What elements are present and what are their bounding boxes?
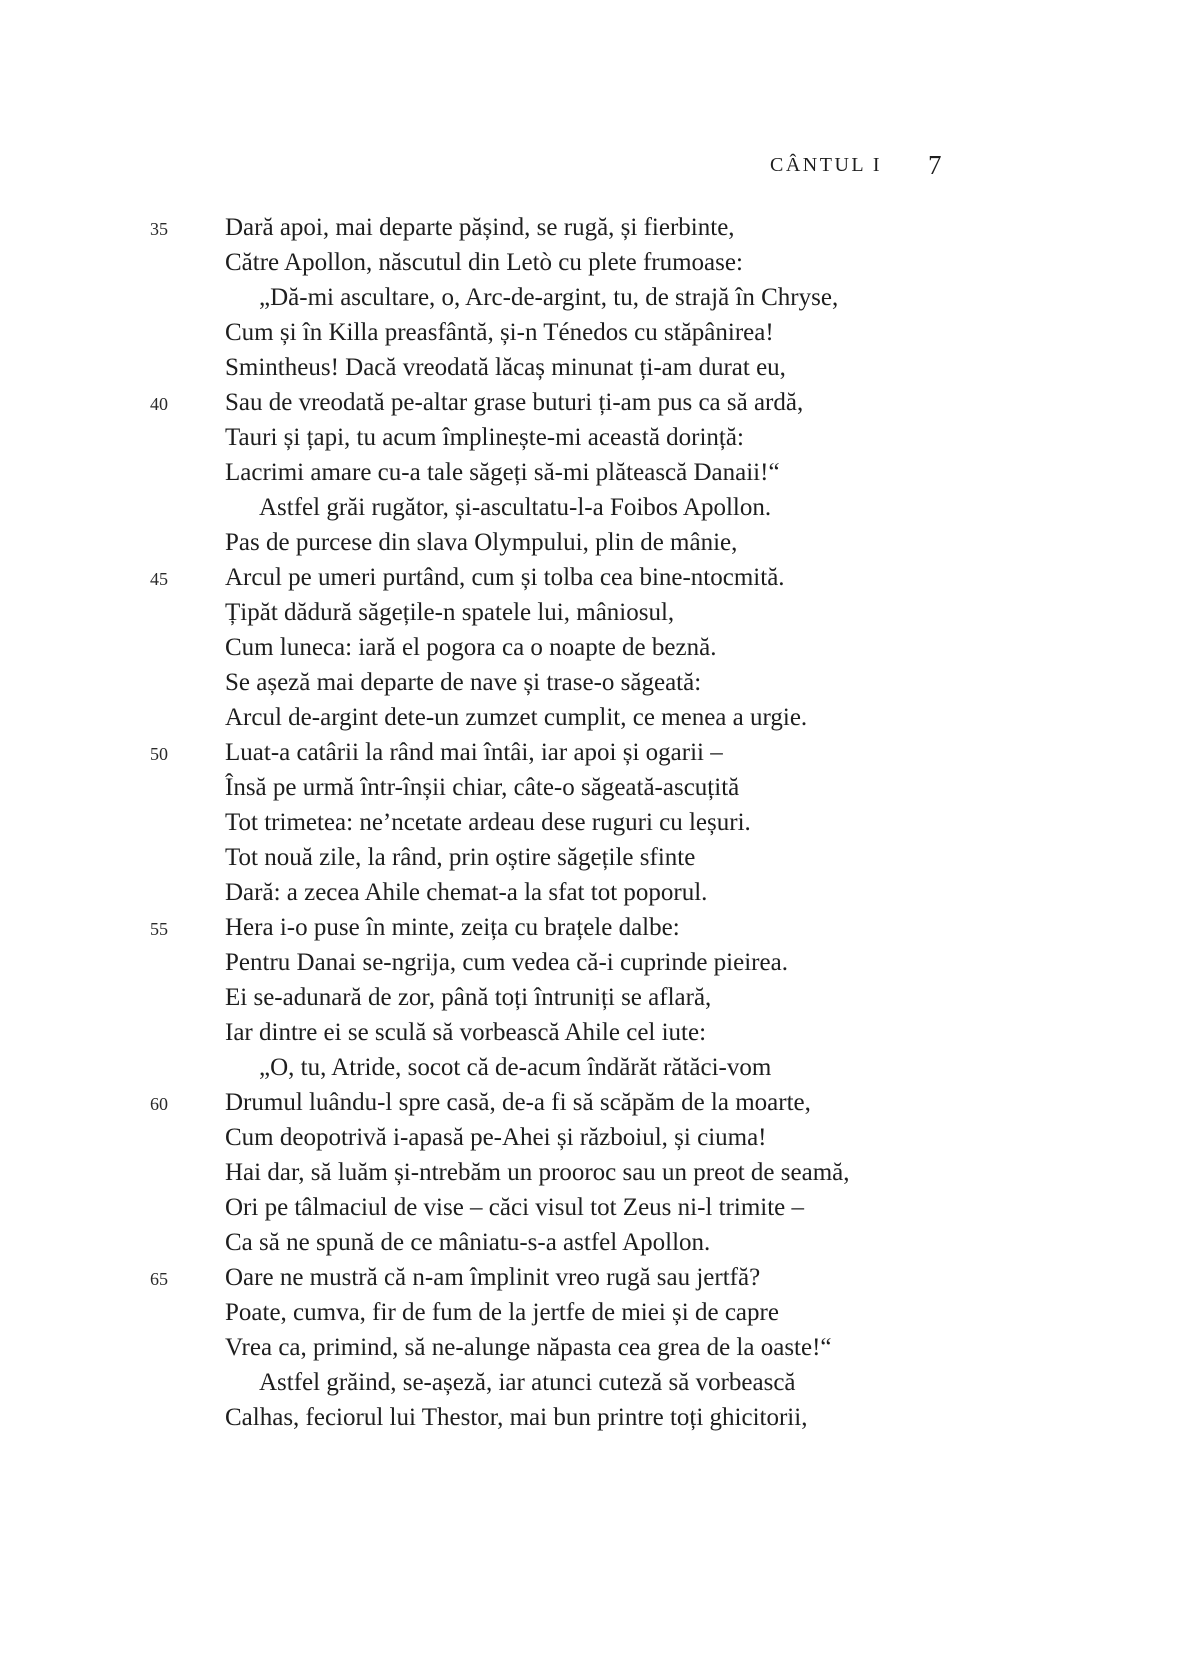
line-number: 65 [150, 1269, 168, 1289]
verse-text: Tot trimetea: ne’ncetate ardeau dese ruguri cu leșuri. [225, 809, 751, 836]
verse-line [150, 1260, 1150, 1295]
verse-line [150, 1365, 1150, 1400]
verse-text: Dară apoi, mai departe pășind, se rugă, și fierbinte, [225, 214, 735, 241]
verse-text: Cum luneca: iară el pogora ca o noapte de beznă. [225, 634, 717, 661]
verse-text: Vrea ca, primind, să ne-alunge năpasta cea grea de la oaste!“ [225, 1334, 832, 1361]
verse-text: Lacrimi amare cu-a tale săgeți să-mi plătească Danaii!“ [225, 459, 780, 486]
verse-line [150, 560, 1150, 595]
line-number: 60 [150, 1094, 168, 1114]
line-number: 50 [150, 744, 168, 764]
verse-line [150, 875, 1150, 910]
verse-text: Calhas, feciorul lui Thestor, mai bun printre toți ghicitorii, [225, 1404, 808, 1431]
verse-text: Pentru Danai se-ngrija, cum vedea că-i cuprinde pieirea. [225, 949, 788, 976]
verse-line [150, 595, 1150, 630]
poem-body [150, 210, 1150, 1435]
verse-text: Astfel grăind, se-așeză, iar atunci cuteză să vorbească [259, 1369, 796, 1396]
verse-text: Ori pe tâlmaciul de vise – căci visul tot Zeus ni-l trimite – [225, 1194, 805, 1221]
verse-line [150, 1400, 1150, 1435]
verse-text: Cum deopotrivă i-apasă pe-Ahei și războiul, și ciuma! [225, 1124, 767, 1151]
verse-text: Tot nouă zile, la rând, prin oștire săgețile sfinte [225, 844, 696, 871]
verse-line [150, 630, 1150, 665]
verse-line [150, 245, 1150, 280]
verse-line [150, 420, 1150, 455]
verse-line [150, 1085, 1150, 1120]
verse-line [150, 980, 1150, 1015]
verse-text: Ca să ne spună de ce mâniatu-s-a astfel Apollon. [225, 1229, 711, 1256]
verse-line [150, 525, 1150, 560]
verse-line [150, 770, 1150, 805]
verse-text: Însă pe urmă într-înșii chiar, câte-o săgeată-ascuțită [225, 774, 740, 801]
line-number: 40 [150, 394, 168, 414]
verse-line [150, 1120, 1150, 1155]
verse-text: Cum și în Killa preasfântă, și-n Ténedos cu stăpânirea! [225, 319, 774, 346]
verse-text: Tauri și țapi, tu acum împlinește-mi această dorință: [225, 424, 744, 451]
verse-text: Smintheus! Dacă vreodată lăcaș minunat ți-am durat eu, [225, 354, 786, 381]
page-number: 7 [928, 150, 942, 180]
verse-line [150, 1190, 1150, 1225]
verse-line [150, 1295, 1150, 1330]
verse-line [150, 1225, 1150, 1260]
verse-text: Oare ne mustră că n-am împlinit vreo rugă sau jertfă? [225, 1264, 761, 1291]
verse-line [150, 805, 1150, 840]
line-number: 35 [150, 219, 168, 239]
verse-line [150, 385, 1150, 420]
verse-line [150, 455, 1150, 490]
verse-text: Iar dintre ei se sculă să vorbească Ahile cel iute: [225, 1019, 707, 1046]
verse-text: „Dă-mi ascultare, o, Arc-de-argint, tu, de strajă în Chryse, [259, 284, 839, 311]
verse-line [150, 910, 1150, 945]
verse-text: Arcul de-argint dete-un zumzet cumplit, ce menea a urgie. [225, 704, 808, 731]
verse-text: Arcul pe umeri purtând, cum și tolba cea bine-ntocmită. [225, 564, 785, 591]
verse-line [150, 665, 1150, 700]
line-number: 45 [150, 569, 168, 589]
verse-line [150, 315, 1150, 350]
verse-line [150, 1330, 1150, 1365]
line-number: 55 [150, 919, 168, 939]
verse-text: Luat-a catârii la rând mai întâi, iar apoi și ogarii – [225, 739, 723, 766]
verse-text: Poate, cumva, fir de fum de la jertfe de miei și de capre [225, 1299, 779, 1326]
verse-text: Pas de purcese din slava Olympului, plin de mânie, [225, 529, 738, 556]
verse-text: „O, tu, Atride, socot că de-acum îndărăt rătăci-vom [259, 1054, 772, 1081]
verse-line [150, 1015, 1150, 1050]
verse-line [150, 280, 1150, 315]
verse-text: Astfel grăi rugător, și-ascultatu-l-a Foibos Apollon. [259, 494, 772, 521]
running-title: CÂNTUL I [770, 154, 883, 176]
verse-text: Ei se-adunară de zor, până toți întruniți se aflară, [225, 984, 712, 1011]
verse-line [150, 350, 1150, 385]
verse-text: Către Apollon, născutul din Letò cu plete frumoase: [225, 249, 743, 276]
running-head [700, 150, 940, 184]
verse-line [150, 735, 1150, 770]
verse-line [150, 490, 1150, 525]
verse-line [150, 945, 1150, 980]
verse-line [150, 1050, 1150, 1085]
verse-text: Sau de vreodată pe-altar grase buturi ți-am pus ca să ardă, [225, 389, 804, 416]
verse-text: Hera i-o puse în minte, zeița cu brațele dalbe: [225, 914, 680, 941]
verse-text: Se așeză mai departe de nave și trase-o săgeată: [225, 669, 702, 696]
verse-line [150, 700, 1150, 735]
verse-text: Drumul luându-l spre casă, de-a fi să scăpăm de la moarte, [225, 1089, 811, 1116]
verse-text: Țipăt dădură săgețile-n spatele lui, mâniosul, [225, 599, 675, 626]
verse-text: Hai dar, să luăm și-ntrebăm un prooroc sau un preot de seamă, [225, 1159, 850, 1186]
verse-line [150, 210, 1150, 245]
verse-line [150, 840, 1150, 875]
verse-line [150, 1155, 1150, 1190]
verse-text: Dară: a zecea Ahile chemat-a la sfat tot poporul. [225, 879, 708, 906]
